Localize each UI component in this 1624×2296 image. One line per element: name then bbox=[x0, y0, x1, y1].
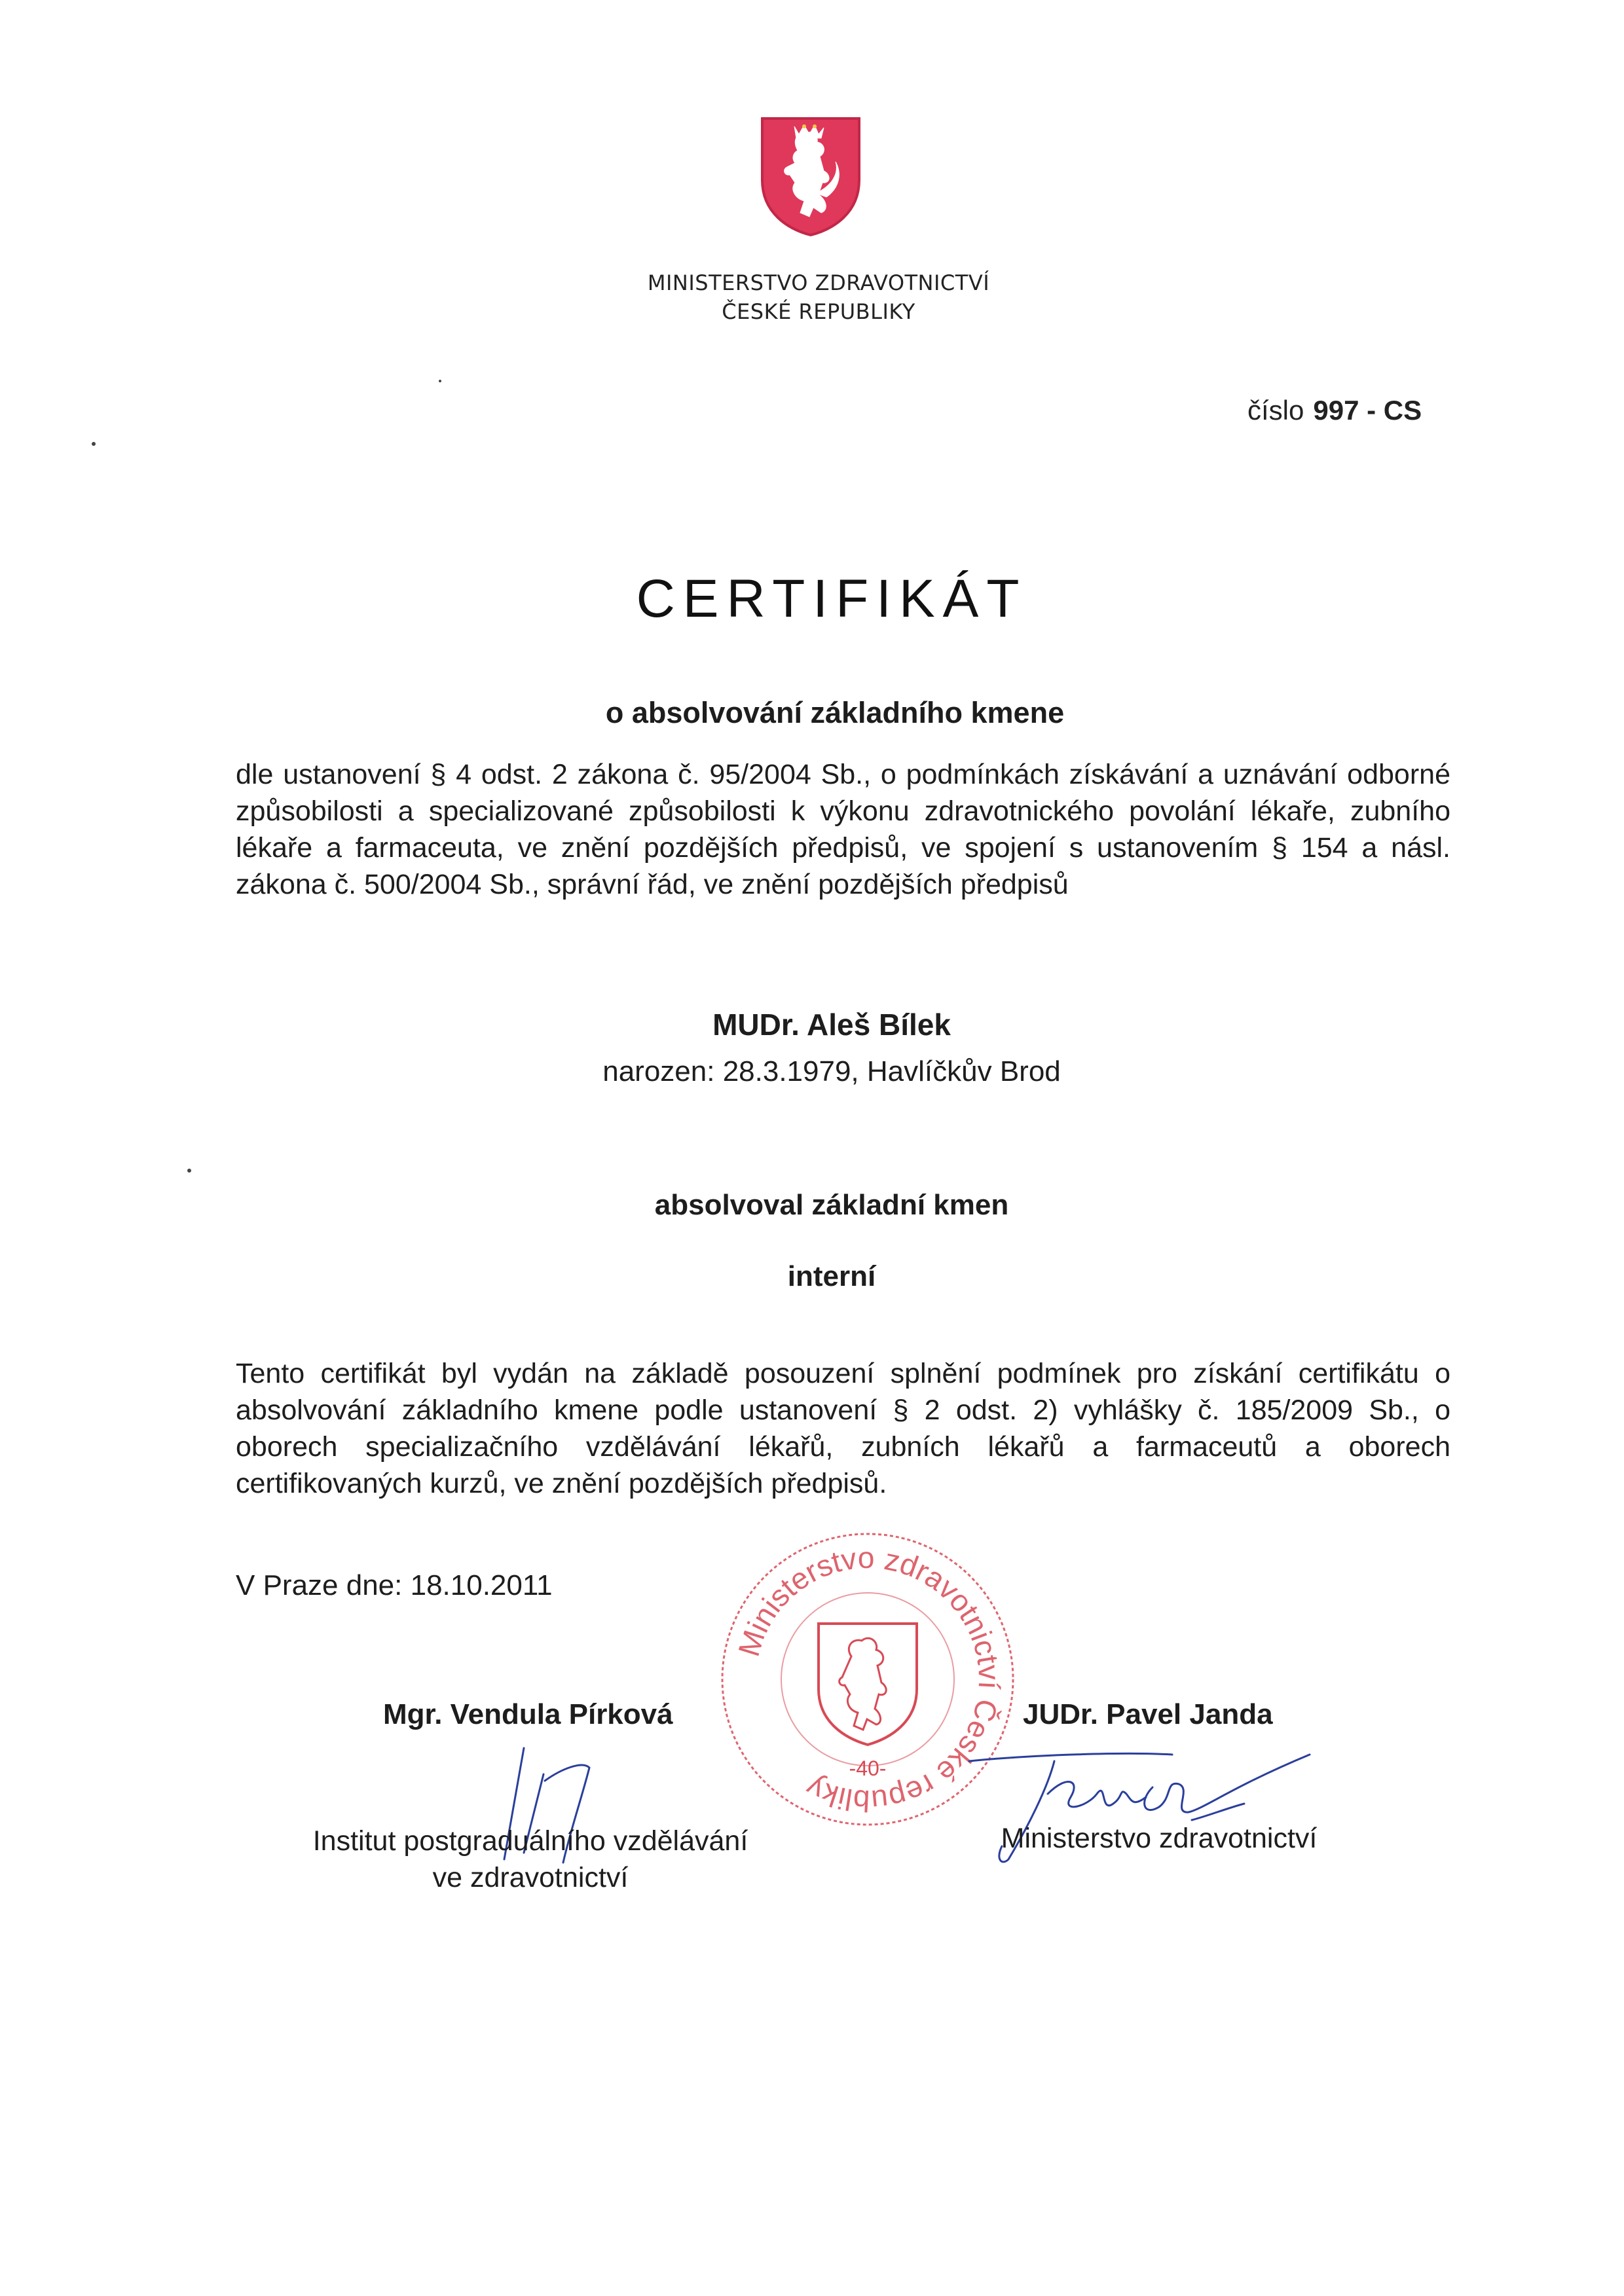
scan-speck bbox=[92, 442, 96, 446]
holder-birth-info: narozen: 28.3.1979, Havlíčkův Brod bbox=[602, 1055, 1061, 1087]
czech-lion-emblem-icon bbox=[758, 115, 863, 238]
stamp-number: -40- bbox=[849, 1757, 887, 1780]
left-signatory-name: Mgr. Vendula Pírková bbox=[383, 1698, 673, 1730]
reference-label: číslo bbox=[1247, 395, 1304, 426]
legal-basis-paragraph: dle ustanovení § 4 odst. 2 zákona č. 95/2004 Sb., o podmínkách získávání a uznávání odborné způsobilosti a specializované způsobilosti k výkonu zdravotnického povolání lékaře, zubního lékaře a farmaceuta, ve znění pozdějších předpisů, ve spojení s ustanovením § 154 a násl. zákona č. 500/2004 Sb., správní řád, ve znění pozdějších předpisů bbox=[236, 759, 1450, 900]
document-title: CERTIFIKÁT bbox=[636, 569, 1027, 629]
scan-speck bbox=[439, 380, 441, 382]
stamp-ring-text: Ministerstvo zdravotnictví České republiky bbox=[731, 1540, 1007, 1819]
ministry-name-line1: MINISTERSTVO ZDRAVOTNICTVÍ bbox=[647, 270, 990, 295]
reference-number bbox=[1247, 395, 1422, 426]
left-signatory-institution bbox=[275, 1823, 786, 1896]
issue-place-date: V Praze dne: 18.10.2011 bbox=[236, 1569, 553, 1601]
completion-statement: absolvoval základní kmen bbox=[654, 1189, 1009, 1221]
right-signatory-institution: Ministerstvo zdravotnictví bbox=[1001, 1823, 1318, 1854]
left-institution-line1: Institut postgraduálního vzdělávání bbox=[312, 1825, 748, 1857]
holder-name: MUDr. Aleš Bílek bbox=[712, 1008, 951, 1042]
ministry-name-line2: ČESKÉ REPUBLIKY bbox=[722, 299, 915, 324]
notice-paragraph: Tento certifikát byl vydán na základě posouzení splnění podmínek pro získání certifikátu o absolvování základního kmene podle ustanovení § 2 odst. 2) vyhlášky č. 185/2009 Sb., o oborech specializačního vzdělávání lékařů, zubních lékařů a farmaceutů a oborech certifikovaných kurzů, ve znění pozdějších předpisů. bbox=[236, 1358, 1450, 1499]
left-institution-line2: ve zdravotnictví bbox=[432, 1862, 629, 1893]
scan-speck bbox=[187, 1169, 191, 1173]
specialty-name: interní bbox=[787, 1260, 876, 1292]
reference-value: 997 - CS bbox=[1313, 395, 1422, 426]
ministry-header bbox=[616, 268, 1022, 326]
document-subtitle: o absolvování základního kmene bbox=[605, 696, 1065, 729]
right-signatory-name: JUDr. Pavel Janda bbox=[1023, 1698, 1273, 1730]
